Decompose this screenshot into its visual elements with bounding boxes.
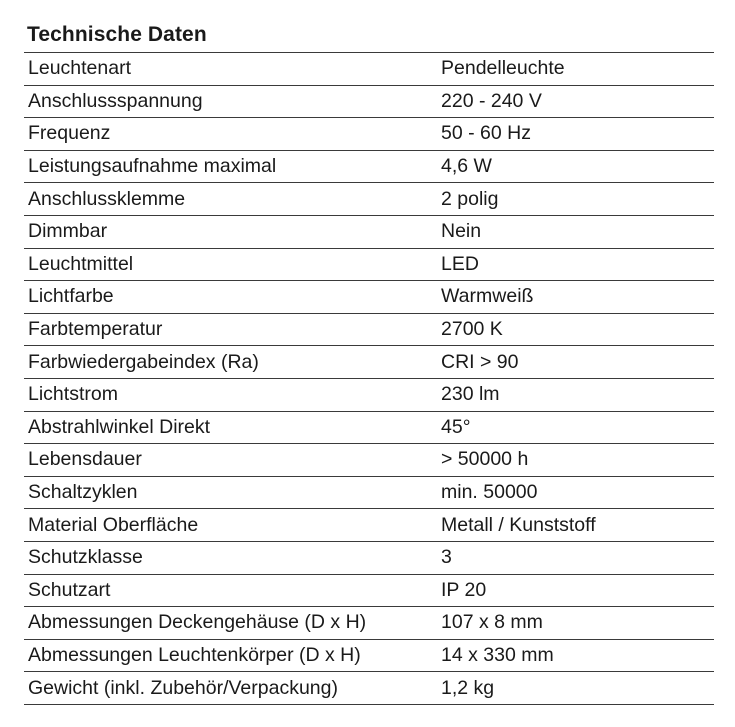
spec-value: 220 - 240 V <box>441 89 542 112</box>
spec-value: Pendelleuchte <box>441 57 565 80</box>
spec-value: 3 <box>441 546 452 569</box>
table-row <box>24 640 714 673</box>
spec-label: Abmessungen Leuchtenkörper (D x H) <box>28 643 361 666</box>
spec-value: 2700 K <box>441 318 503 341</box>
spec-label: Schutzart <box>28 578 111 601</box>
spec-label: Anschlussspannung <box>28 89 203 112</box>
table-row <box>24 412 714 445</box>
spec-label: Leistungsaufnahme maximal <box>28 155 277 178</box>
table-row <box>24 314 714 347</box>
table-row <box>24 477 714 510</box>
table-row <box>24 346 714 379</box>
table-row <box>24 542 714 575</box>
spec-label: Farbwiedergabeindex (Ra) <box>28 350 259 373</box>
section-title: Technische Daten <box>27 23 207 46</box>
spec-value: 107 x 8 mm <box>441 611 543 634</box>
spec-value: > 50000 h <box>441 448 529 471</box>
table-row <box>24 151 714 184</box>
spec-label: Farbtemperatur <box>28 318 163 341</box>
spec-label: Schaltzyklen <box>28 481 138 504</box>
spec-label: Frequenz <box>28 122 111 145</box>
spec-label: Lebensdauer <box>28 448 142 471</box>
spec-label: Dimmbar <box>28 220 108 243</box>
spec-value: CRI > 90 <box>441 350 519 373</box>
spec-label: Anschlussklemme <box>28 187 186 210</box>
spec-label: Lichtfarbe <box>28 285 114 308</box>
table-row <box>24 281 714 314</box>
spec-value: 2 polig <box>441 187 499 210</box>
table-row <box>24 672 714 705</box>
table-row <box>24 249 714 282</box>
spec-value: Warmweiß <box>441 285 534 308</box>
spec-label: Schutzklasse <box>28 546 143 569</box>
table-row <box>24 53 714 86</box>
spec-label: Abstrahlwinkel Direkt <box>28 415 211 438</box>
spec-value: 14 x 330 mm <box>441 643 554 666</box>
spec-value: 230 lm <box>441 383 500 406</box>
spec-value: min. 50000 <box>441 481 538 504</box>
table-row <box>24 216 714 249</box>
spec-value: Nein <box>441 220 482 243</box>
table-row <box>24 607 714 640</box>
spec-label: Lichtstrom <box>28 383 118 406</box>
spec-label: Leuchtmittel <box>28 252 134 275</box>
table-row <box>24 444 714 477</box>
spec-value: Metall / Kunststoff <box>441 513 596 536</box>
table-row <box>24 379 714 412</box>
spec-value: 1,2 kg <box>441 676 495 699</box>
spec-label: Abmessungen Deckengehäuse (D x H) <box>28 611 367 634</box>
spec-label: Material Oberfläche <box>28 513 199 536</box>
table-row <box>24 575 714 608</box>
spec-label: Gewicht (inkl. Zubehör/Verpackung) <box>28 676 338 699</box>
spec-value: LED <box>441 252 479 275</box>
spec-table <box>24 52 714 705</box>
table-row <box>24 509 714 542</box>
table-row <box>24 183 714 216</box>
table-row <box>24 118 714 151</box>
spec-value: IP 20 <box>441 578 487 601</box>
spec-label: Leuchtenart <box>28 57 131 80</box>
spec-value: 50 - 60 Hz <box>441 122 531 145</box>
spec-value: 45° <box>441 415 471 438</box>
spec-value: 4,6 W <box>441 155 492 178</box>
table-row <box>24 86 714 119</box>
